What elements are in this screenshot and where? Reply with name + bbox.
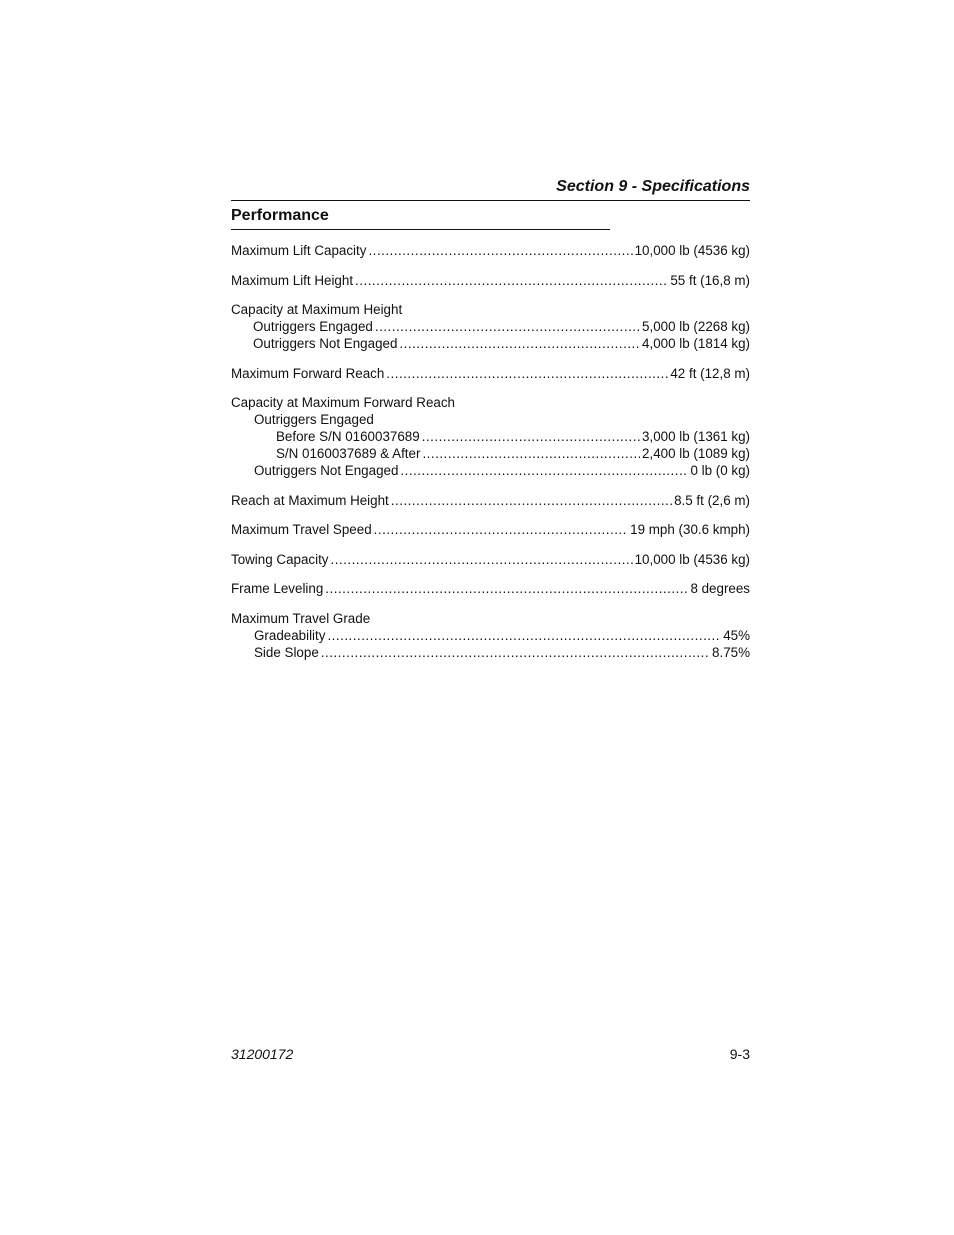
spec-row (231, 428, 750, 445)
manual-page (231, 0, 750, 1235)
spec-label: S/N 0160037689 & After (276, 446, 421, 461)
spec-row (231, 335, 750, 352)
spec-label: Side Slope (254, 644, 319, 660)
leader-dots (375, 318, 640, 335)
spec-row (231, 644, 750, 661)
leader-dots (355, 272, 668, 289)
spec-label: Maximum Lift Height (231, 272, 354, 288)
leader-dots (321, 644, 710, 661)
spec-value: 3,000 lb (1361 kg) (642, 429, 750, 444)
spec-value: 8 degrees (690, 581, 750, 596)
spec-label: Outriggers Not Engaged (254, 463, 399, 478)
leader-dots (422, 445, 640, 462)
spec-group-capacity-max-forward-reach (231, 394, 750, 479)
spec-value: 8.75% (712, 644, 750, 660)
leader-dots (386, 365, 668, 382)
spec-group-reach-max-height (231, 492, 750, 509)
spec-value: 42 ft (12,8 m) (670, 365, 750, 381)
spec-label: Maximum Forward Reach (231, 365, 385, 381)
spec-value: 8.5 ft (2,6 m) (674, 492, 750, 508)
spec-label: Maximum Travel Speed (231, 522, 372, 537)
spec-subheading: Outriggers Engaged (254, 412, 374, 427)
spec-row (231, 365, 750, 382)
spec-row (231, 318, 750, 335)
spec-row (231, 445, 750, 462)
spec-list (231, 242, 750, 673)
leader-dots (399, 335, 640, 352)
subsection-rule (231, 229, 610, 230)
spec-group-towing-capacity (231, 551, 750, 568)
spec-value: 2,400 lb (1089 kg) (642, 446, 750, 461)
spec-label: Outriggers Engaged (253, 319, 373, 334)
subsection-title: Performance (231, 207, 329, 224)
spec-label: Reach at Maximum Height (231, 492, 389, 508)
spec-row (231, 242, 750, 259)
spec-group-max-lift-capacity (231, 242, 750, 259)
spec-value: 55 ft (16,8 m) (670, 272, 750, 288)
spec-label: Maximum Lift Capacity (231, 243, 367, 258)
leader-dots (422, 428, 640, 445)
spec-value: 0 lb (0 kg) (690, 463, 750, 478)
spec-row (231, 580, 750, 597)
document-number: 31200172 (231, 1046, 294, 1062)
leader-dots (327, 627, 721, 644)
spec-group-max-travel-grade (231, 610, 750, 661)
spec-group-frame-leveling (231, 580, 750, 597)
leader-dots (374, 521, 629, 538)
header-rule (231, 200, 750, 201)
spec-row (231, 492, 750, 509)
leader-dots (368, 242, 632, 259)
spec-heading: Capacity at Maximum Forward Reach (231, 395, 455, 410)
leader-dots (391, 492, 672, 509)
spec-group-max-forward-reach (231, 365, 750, 382)
spec-row (231, 462, 750, 479)
page-number: 9-3 (729, 1046, 750, 1062)
spec-label: Before S/N 0160037689 (276, 429, 420, 444)
spec-group-max-lift-height (231, 272, 750, 289)
spec-label: Gradeability (254, 627, 326, 643)
spec-value: 45% (723, 627, 750, 643)
spec-heading: Maximum Travel Grade (231, 610, 371, 626)
spec-heading: Capacity at Maximum Height (231, 302, 403, 317)
spec-value: 4,000 lb (1814 kg) (642, 336, 750, 351)
spec-label: Frame Leveling (231, 581, 324, 596)
spec-row (231, 627, 750, 644)
section-title: Section 9 - Specifications (556, 178, 750, 195)
spec-value: 5,000 lb (2268 kg) (642, 319, 750, 334)
leader-dots (331, 551, 633, 568)
spec-label: Towing Capacity (231, 551, 329, 567)
leader-dots (400, 462, 688, 479)
spec-row (231, 551, 750, 568)
spec-label: Outriggers Not Engaged (253, 336, 398, 351)
spec-group-max-travel-speed (231, 521, 750, 538)
spec-group-capacity-max-height (231, 301, 750, 352)
spec-row (231, 272, 750, 289)
spec-value: 19 mph (30.6 kmph) (630, 522, 750, 537)
leader-dots (325, 580, 688, 597)
spec-row (231, 521, 750, 538)
spec-value: 10,000 lb (4536 kg) (634, 551, 750, 567)
spec-value: 10,000 lb (4536 kg) (634, 243, 750, 258)
